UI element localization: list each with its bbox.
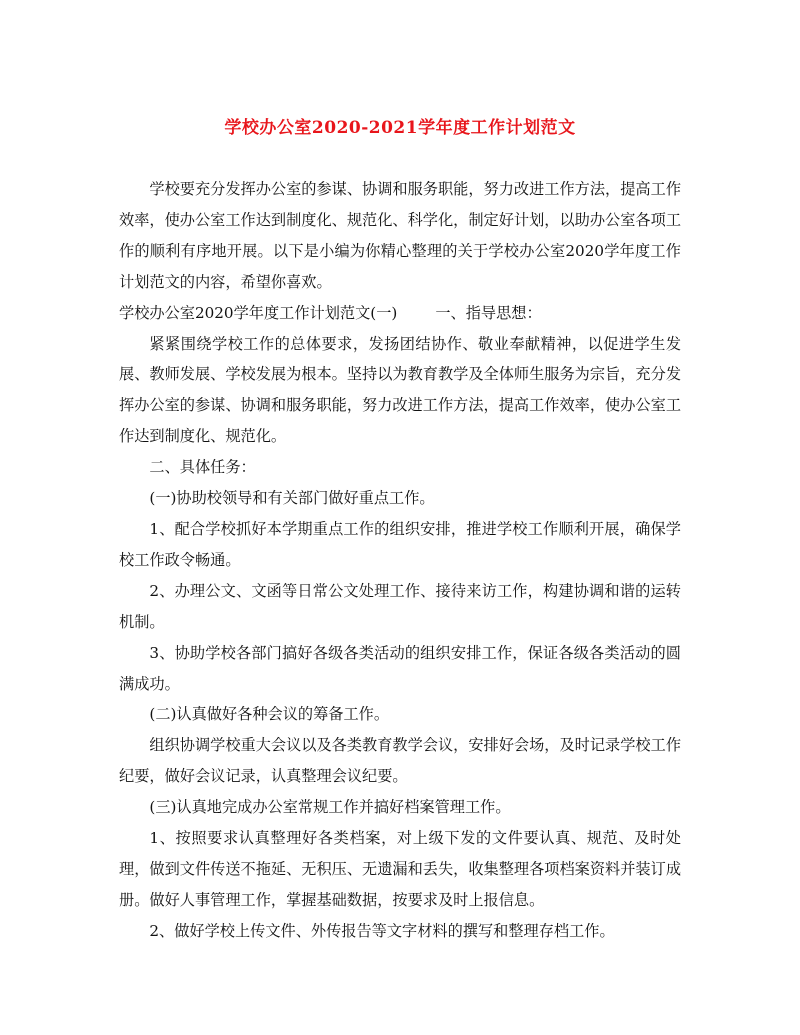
guiding-heading: 一、指导思想： [435, 303, 542, 322]
subsection-1-item-1: 1、配合学校抓好本学期重点工作的组织安排，推进学校工作顺利开展，确保学校工作政令畅通。 [119, 519, 681, 569]
section-title: 学校办公室2020学年度工作计划范文(一) [119, 303, 398, 322]
guiding-paragraph: 紧紧围绕学校工作的总体要求，发扬团结协作、敬业奉献精神，以促进学生发展、教师发展、学校发展为根本。坚持以为教育教学及全体师生服务为宗旨，充分发挥办公室的参谋、协调和服务职能，努力改进工作方法，提高工作效率，使办公室工作达到制度化、规范化。 [119, 334, 681, 446]
subsection-1-heading: (一)协助校领导和有关部门做好重点工作。 [149, 489, 435, 508]
subsection-3-item-1: 1、按照要求认真整理好各类档案，对上级下发的文件要认真、规范、及时处理，做到文件传送不拖延、无积压、无遗漏和丢失，收集整理各项档案资料并装订成册。做好人事管理工作，掌握基础数据，按要求及时上报信息。 [119, 829, 681, 909]
section-heading-line [119, 298, 681, 329]
subsection-3-heading: (三)认真地完成办公室常规工作并搞好档案管理工作。 [149, 798, 511, 817]
subsection-2-paragraph: 组织协调学校重大会议以及各类教育教学会议，安排好会场，及时记录学校工作纪要，做好会议记录，认真整理会议纪要。 [119, 736, 681, 786]
subsection-1-item-3: 3、协助学校各部门搞好各级各类活动的组织安排工作，保证各级各类活动的圆满成功。 [119, 643, 681, 693]
subsection-2-heading: (二)认真做好各种会议的筹备工作。 [149, 705, 390, 724]
subsection-1-item-2: 2、办理公文、文函等日常公文处理工作、接待来访工作，构建协调和谐的运转机制。 [119, 581, 681, 631]
document-title: 学校办公室2020-2021学年度工作计划范文 [224, 118, 576, 138]
document-body [119, 174, 681, 947]
tasks-heading: 二、具体任务： [149, 458, 256, 477]
subsection-3-item-2: 2、做好学校上传文件、外传报告等文字材料的撰写和整理存档工作。 [149, 921, 615, 940]
intro-paragraph: 学校要充分发挥办公室的参谋、协调和服务职能，努力改进工作方法，提高工作效率，使办公室工作达到制度化、规范化、科学化，制定好计划，以助办公室各项工作的顺利有序地开展。以下是小编为你精心整理的关于学校办公室2020学年度工作计划范文的内容，希望你喜欢。 [119, 180, 681, 291]
